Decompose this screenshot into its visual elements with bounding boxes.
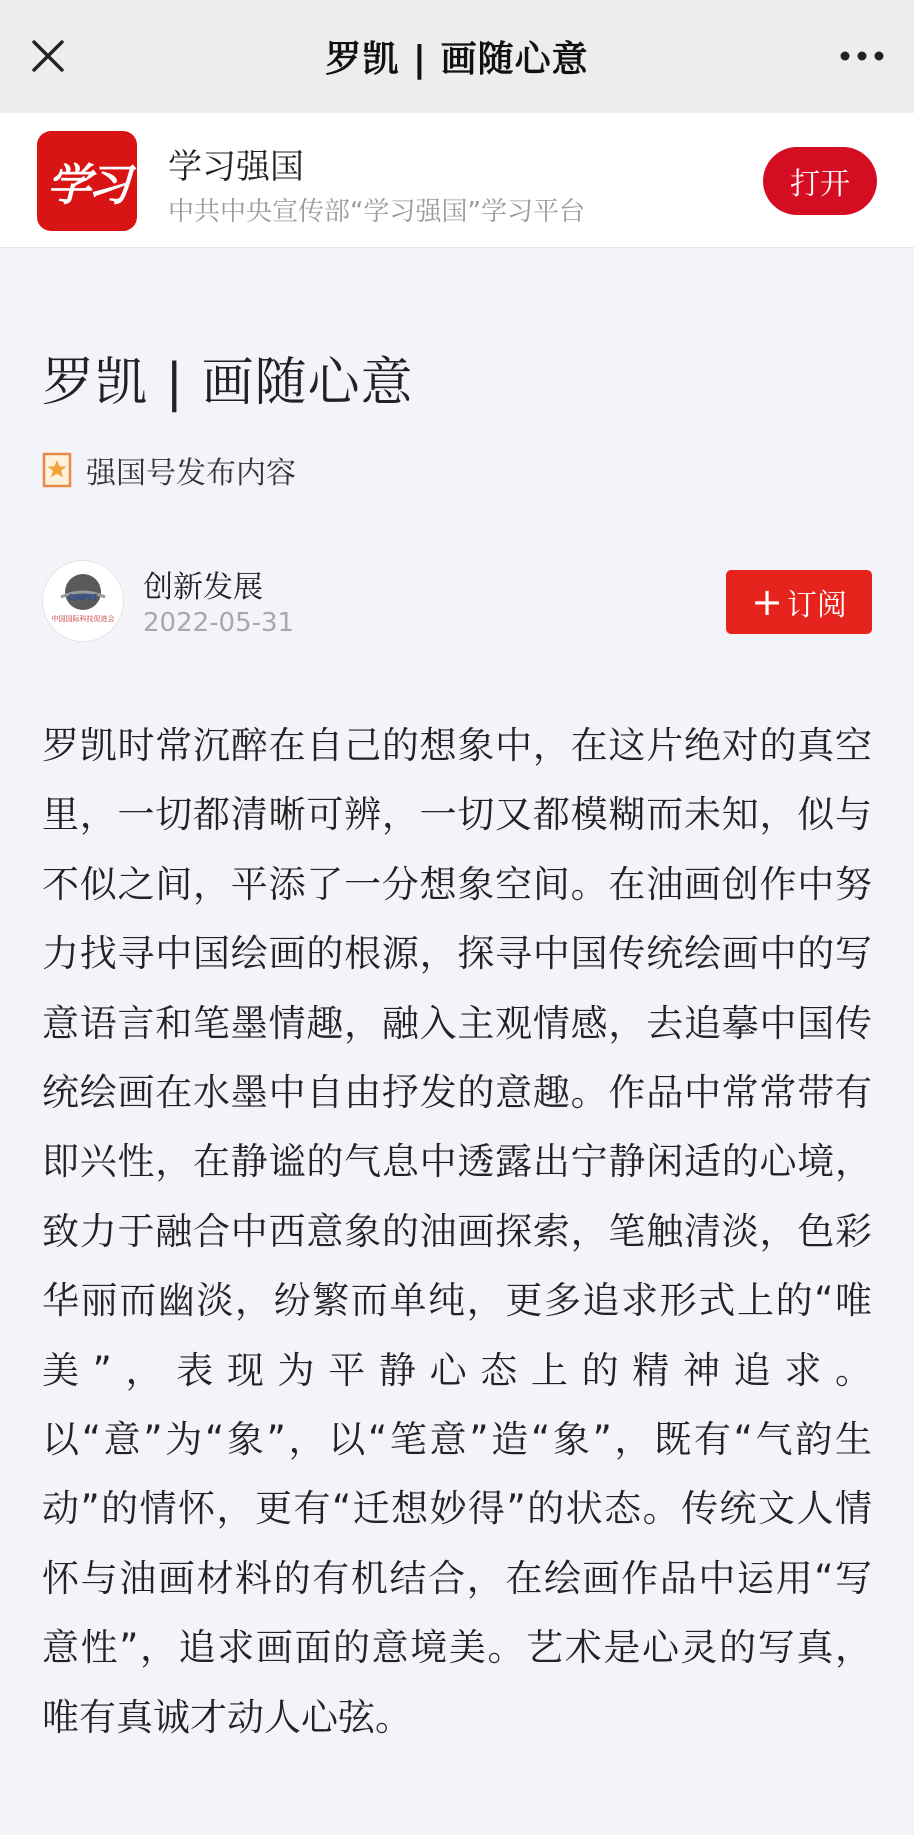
article-title: 罗凯 | 画随心意 bbox=[42, 353, 414, 413]
close-button[interactable] bbox=[22, 30, 74, 82]
close-icon bbox=[31, 39, 65, 73]
more-button[interactable] bbox=[832, 30, 892, 82]
star-bookmark-icon bbox=[42, 452, 72, 488]
more-horizontal-icon bbox=[839, 50, 885, 62]
top-navigation-bar bbox=[0, 0, 914, 113]
app-logo[interactable] bbox=[37, 131, 137, 231]
open-app-button[interactable]: 打开 bbox=[763, 147, 877, 215]
app-logo-text: 学习 bbox=[47, 160, 127, 211]
author-name[interactable]: 创新发展 bbox=[143, 570, 263, 605]
app-name: 学习强国 bbox=[168, 147, 304, 187]
publish-date: 2022-05-31 bbox=[143, 608, 295, 638]
publish-tag-label: 强国号发布内容 bbox=[86, 456, 296, 491]
ciapst-logo-icon bbox=[43, 561, 123, 641]
avatar-caption: 中国国际科技促进会 bbox=[51, 615, 115, 623]
author-avatar[interactable] bbox=[42, 560, 124, 642]
top-bar-title: 罗凯 | 画随心意 bbox=[325, 39, 589, 80]
subscribe-button[interactable] bbox=[726, 570, 872, 634]
app-banner bbox=[0, 113, 914, 248]
app-description: 中共中央宣传部“学习强国”学习平台 bbox=[168, 197, 585, 227]
avatar-label: CIAPST bbox=[68, 593, 98, 602]
publish-tag bbox=[42, 448, 296, 492]
plus-icon: + bbox=[751, 580, 783, 624]
subscribe-label: 订阅 bbox=[786, 588, 847, 623]
article-body: 罗凯时常沉醉在自己的想象中，在这片绝对的真空里，一切都清晰可辨，一切又都模糊而未知，似与不似之间，平添了一分想象空间。在油画创作中努力找寻中国绘画的根源，探寻中国传统绘画中的写意语言和笔墨情趣，融入主观情感，去追摹中国传统绘画在水墨中自由抒发的意趣。作品中常常带有即兴性，在静谧的气息中透露出宁静闲适的心境，致力于融合中西意象的油画探索，笔触清淡，色彩华丽而幽淡，纷繁而单纯，更多追求形式上的“唯美”，表现为平静心态上的精神追求。以“意”为“象”，以“笔意”造“象”，既有“气韵生动”的情怀，更有“迁想妙得”的状态。传统文人情怀与油画材料的有机结合，在绘画作品中运用“写意性”，追求画面的意境美。艺术是心灵的写真，唯有真诚才动人心弦。 bbox=[42, 724, 872, 1739]
